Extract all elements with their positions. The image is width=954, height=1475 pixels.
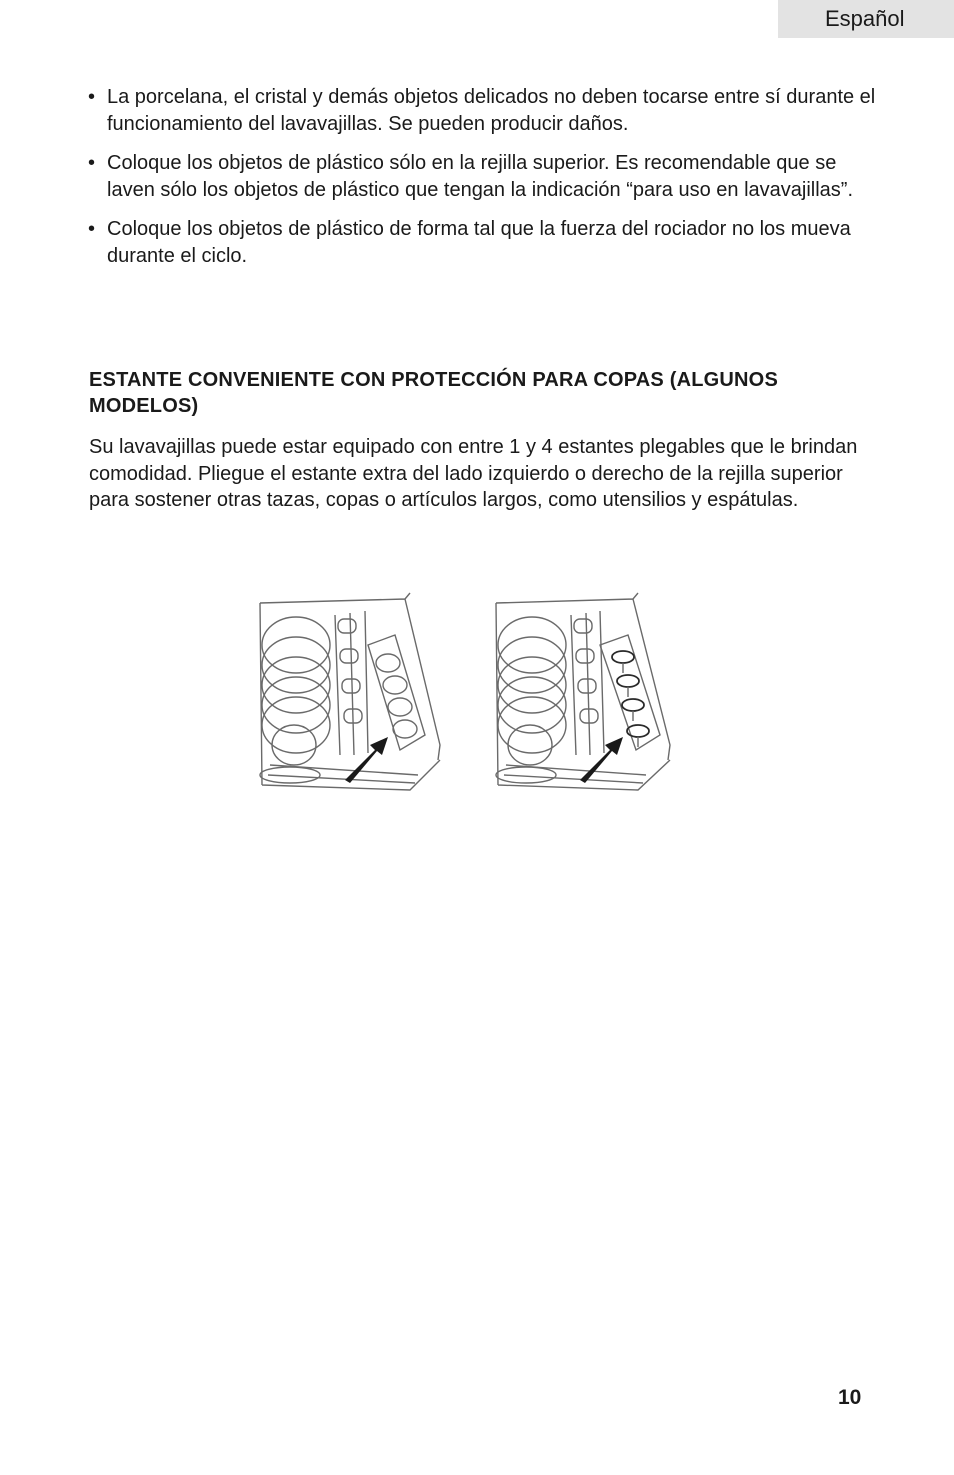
bullet-text: Coloque los objetos de plástico sólo en la rejilla superior. Es recomendable que se laven sólo los objetos de plástico que tengan la indicación “para uso en lavavajillas”. [107, 152, 854, 201]
rack-with-cups-icon [260, 593, 440, 790]
bullet-item [88, 216, 878, 269]
language-tab: Español [778, 0, 954, 38]
bullet-item [88, 84, 878, 137]
bullet-item [88, 150, 878, 203]
rack-with-glasses-icon [496, 593, 670, 790]
bullet-dot-icon: • [88, 218, 96, 240]
bullet-text: Coloque los objetos de plástico de forma tal que la fuerza del rociador no los mueva durante el ciclo. [107, 218, 851, 267]
rack-illustrations [250, 585, 680, 815]
bullet-dot-icon: • [88, 152, 96, 174]
bullet-list [88, 84, 878, 282]
bullet-text: La porcelana, el cristal y demás objetos delicados no deben tocarse entre sí durante el funcionamiento del lavavajillas. Se pueden producir daños. [107, 86, 876, 135]
bullet-dot-icon: • [88, 86, 96, 108]
section-body: Su lavavajillas puede estar equipado con entre 1 y 4 estantes plegables que le brindan comodidad. Pliegue el estante extra del lado izquierdo o derecho de la rejilla superior para sostener otras tazas, copas o artículos largos, como utensilios y espátulas. [89, 436, 858, 511]
page-number: 10 [838, 1386, 862, 1409]
rack-illustrations-svg [250, 585, 680, 810]
arrow-icon [345, 737, 388, 783]
arrow-icon [580, 737, 623, 783]
section-title: ESTANTE CONVENIENTE CON PROTECCIÓN PARA COPAS (ALGUNOS MODELOS) [89, 369, 778, 417]
